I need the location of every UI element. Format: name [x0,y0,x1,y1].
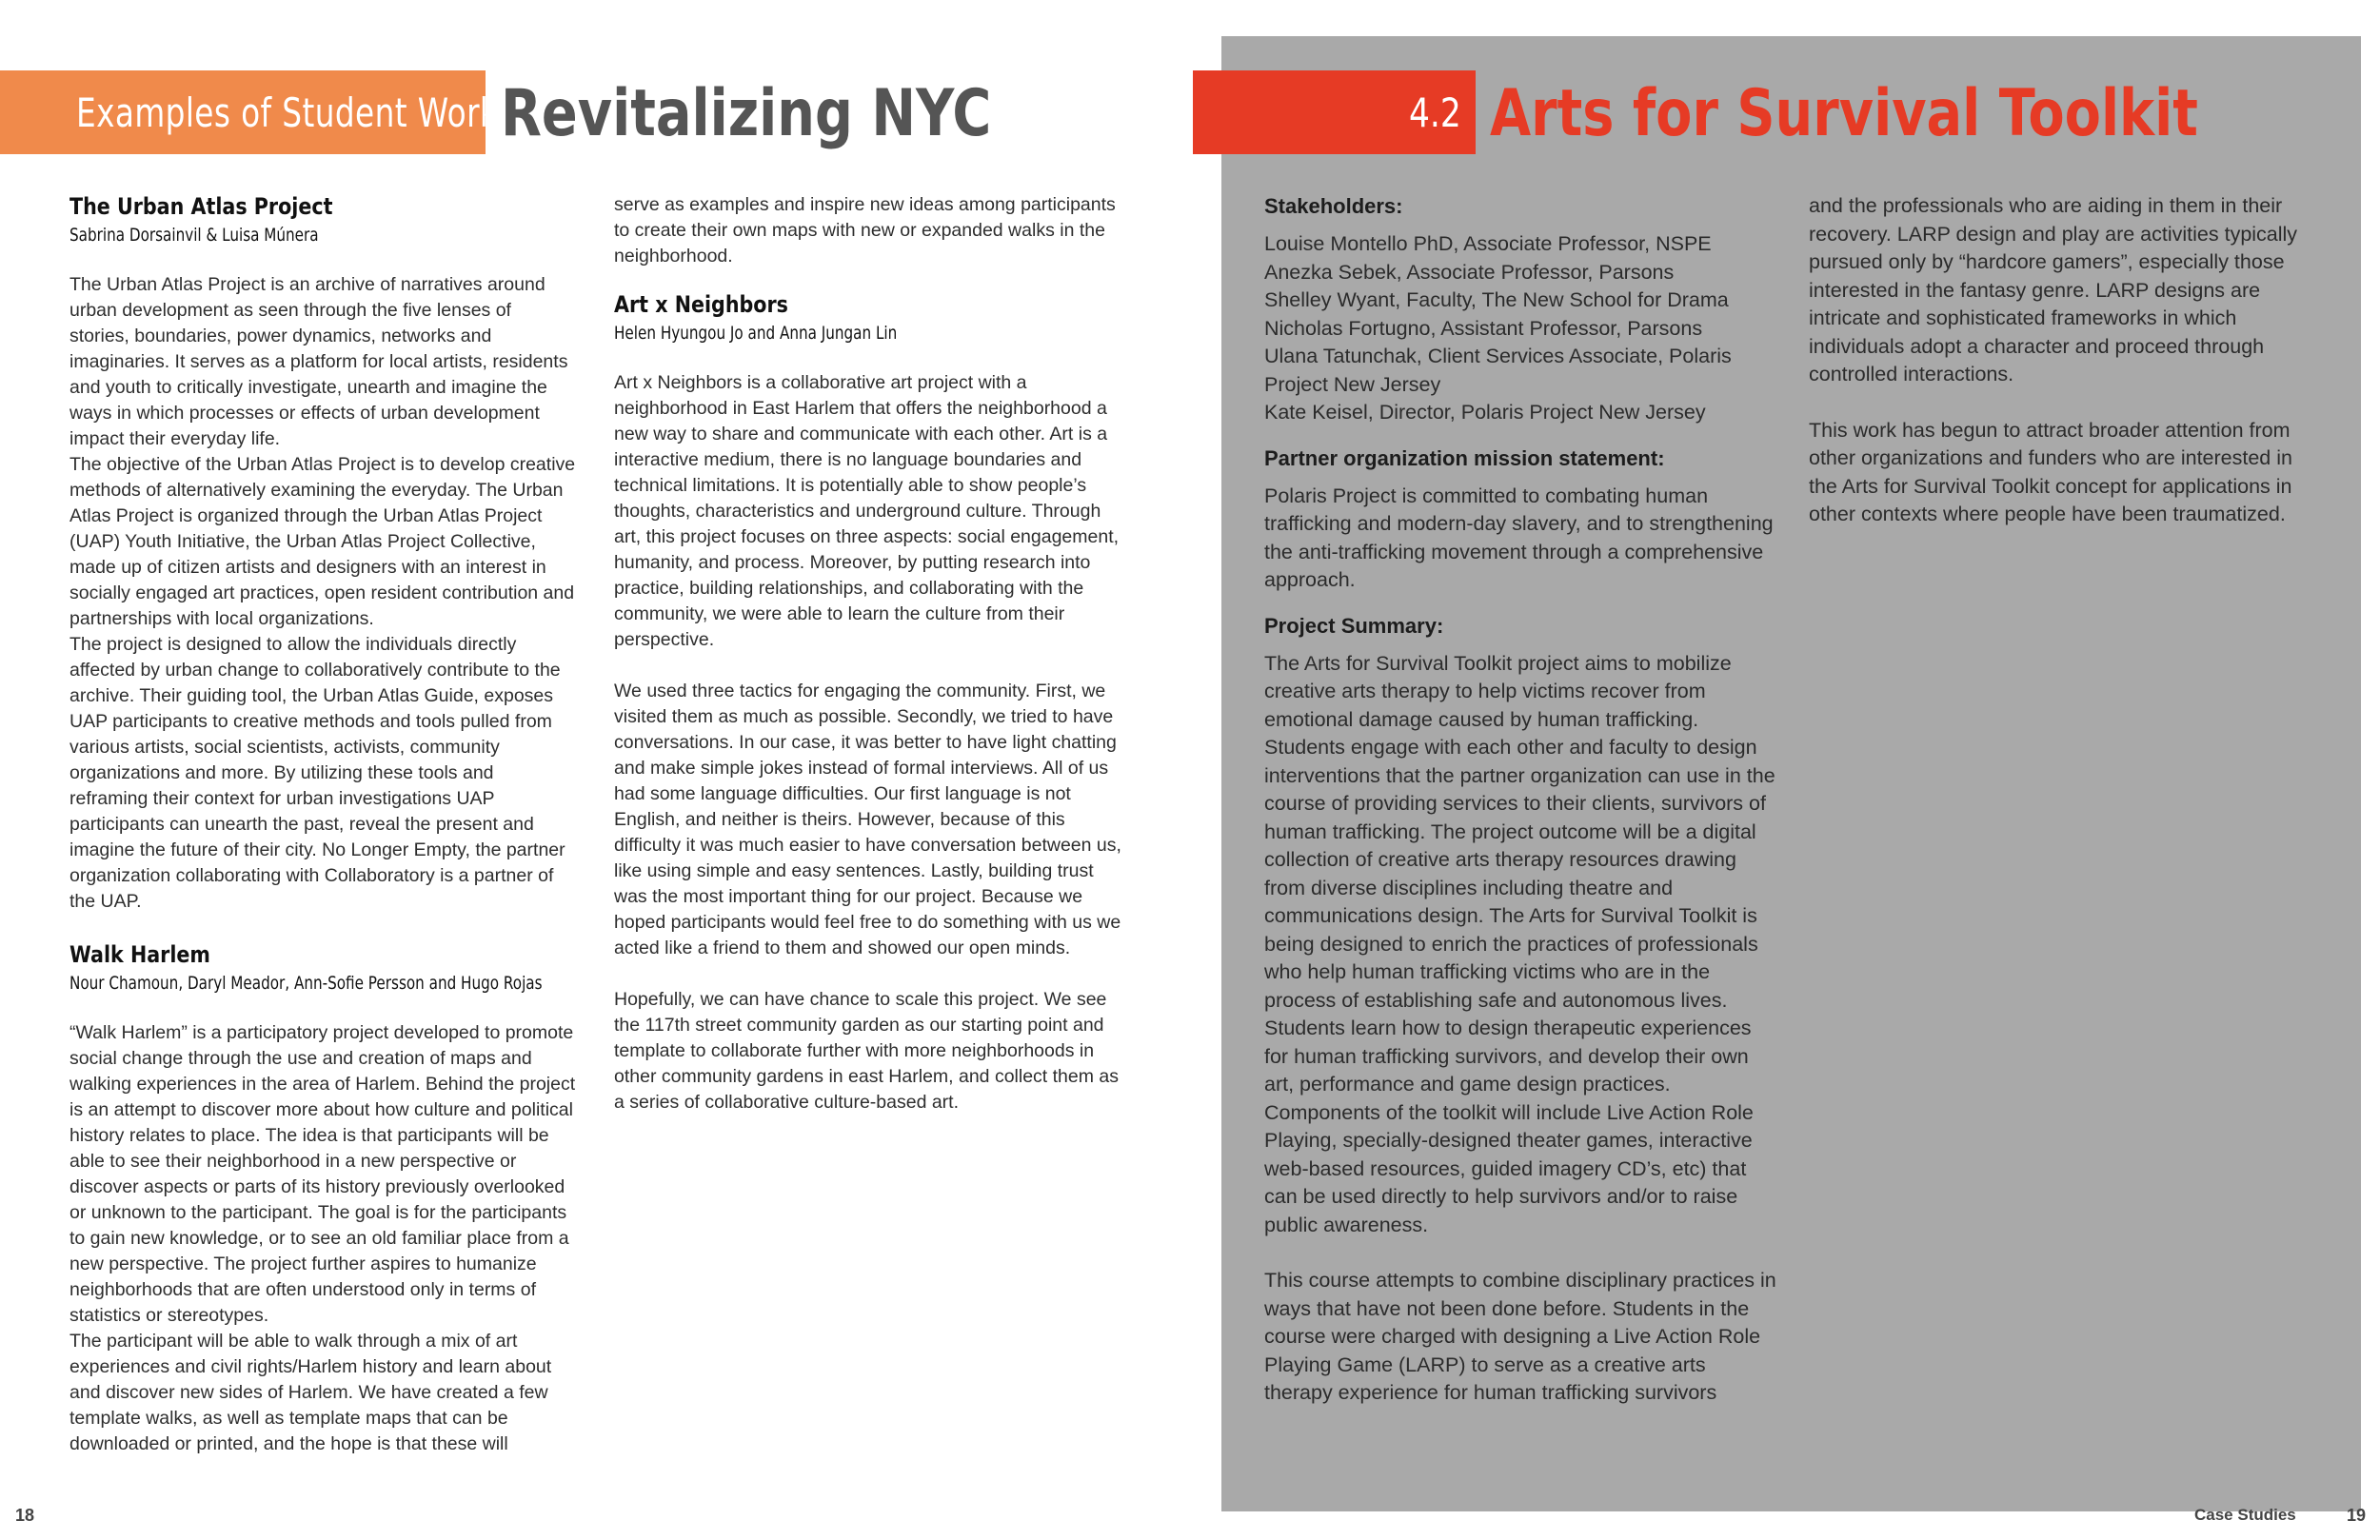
footer-section-label: Case Studies [2194,1506,2296,1524]
left-page-number: 18 [15,1506,35,1525]
right-page-title: Arts for Survival Toolkit [1490,76,2198,151]
walk-harlem-authors: Nour Chamoun, Daryl Meador, Ann-Sofie Persson and Hugo Rojas [69,973,543,994]
stakeholder-item: Kate Keisel, Director, Polaris Project New Jersey [1264,401,1706,424]
continuation-paragraph: and the professionals who are aiding in them in their recovery. LARP design and play are activities typically pursued only by “hardcore gamers”, especially those interested in the fantasy genre. LARP designs are intricate and sophisticated frameworks in which individuals adopt a character and proceed through controlled interactions. [1809,194,2298,385]
summary-paragraph: The Arts for Survival Toolkit project aims to mobilize creative arts therapy to help victims recover from emotional damage caused by human trafficking. Students engage with each other and faculty to design interventions that the partner organization can use in the course of providing services to their clients, survivors of human trafficking. The project outcome will be a digital collection of creative arts therapy resources drawing from diverse disciplines including theatre and communications design. The Arts for Survival Toolkit is being designed to enrich the practices of professionals who help human trafficking victims who are in the process of establishing safe and autonomous lives. Students learn how to design therapeutic experiences for human trafficking survivors, and develop their own art, performance and game design practices. Components of the toolkit will include Live Action Role Playing, specially-designed theater games, interactive web-based resources, guided imagery CD’s, etc) that can be used directly to help survivors and/or to raise public awareness. [1264,651,1775,1236]
walk-harlem-heading: Walk Harlem [69,941,210,968]
walk-harlem-paragraph: “Walk Harlem” is a participatory project developed to promote social change through the use and creation of maps and walking experiences in the area of Harlem. Behind the project is an attempt to discover more about how culture and political history relates to place. The idea is that participants will be able to see their neighborhood in a new perspective or discover aspects or parts of its history previously overlooked or unknown to the participant. The goal is for the participants to gain new knowledge, or to see an old familiar place from a new perspective. The project further aspires to humanize neighborhoods that are often understood only in terms of statistics or stereotypes. [69,1022,576,1326]
mission-text: Polaris Project is committed to combating human trafficking and modern-day slavery, and to strengthening the anti-trafficking movement through a comprehensive approach. [1264,484,1774,591]
art-neighbors-heading: Art x Neighbors [614,291,788,318]
continuation-paragraph: This work has begun to attract broader attention from other organizations and funders who are interested in the Arts for Survival Toolkit concept for applications in other contexts where people have been traumatized. [1809,418,2292,525]
urban-atlas-authors: Sabrina Dorsainvil & Luisa Múnera [69,225,319,246]
left-page-title: Revitalizing NYC [501,76,992,151]
urban-atlas-paragraph: The objective of the Urban Atlas Project is to develop creative methods of alternatively examining the everyday. The Urban Atlas Project is organized through the Urban Atlas Project (UAP) Youth Initiative, the Urban Atlas Project Collective, made up of citizen artists and designers with an interest in socially engaged art practices, open resident contribution and partnerships with local organizations. [69,454,576,629]
stakeholder-item: Louise Montello PhD, Associate Professor, NSPE [1264,232,1712,255]
left-column-1 [69,192,576,1457]
right-column-2 [1809,192,2323,557]
walk-harlem-paragraph: The participant will be able to walk through a mix of art experiences and civil rights/Harlem history and learn about and discover new sides of Harlem. We have created a few template walks, as well as template maps that can be downloaded or printed, and the hope is that these will [69,1331,552,1454]
right-page-number: 19 [2347,1506,2367,1525]
left-banner-label: Examples of Student Work: [76,89,509,136]
section-number: 4.2 [1409,89,1461,136]
left-column-2 [614,192,1128,1141]
urban-atlas-paragraph: The project is designed to allow the individuals directly affected by urban change to collaboratively contribute to the archive. Their guiding tool, the Urban Atlas Guide, exposes UAP participants to creative methods and tools pulled from various artists, social scientists, activists, community organizations and more. By utilizing these tools and reframing their context for urban investigations UAP participants can unearth the past, reveal the present and imagine the future of their city. No Longer Empty, the partner organization collaborating with Collaboratory is a partner of the UAP. [69,634,565,912]
art-neighbors-authors: Helen Hyungou Jo and Anna Jungan Lin [614,323,898,344]
art-neighbors-paragraph: We used three tactics for engaging the community. First, we visited them as much as possible. Secondly, we tried to have conversations. In our case, it was better to have light chatting and make simple jokes instead of formal interviews. All of us had some language difficulties. Our first language is not English, and neither is theirs. However, because of this difficulty it was much easier to have conversation between us, like using simple and easy sentences. Lastly, building trust was the most important thing for our project. Because we hoped participants would feel free to do something with us we acted like a friend to them and showed our open minds. [614,681,1121,958]
stakeholders-heading: Stakeholders: [1264,194,1403,218]
summary-paragraph: This course attempts to combine disciplinary practices in ways that have not been done before. Students in the course were charged with designing a Live Action Role Playing Game (LARP) to serve as a creative arts therapy experience for human trafficking survivors [1264,1269,1776,1404]
stakeholder-item: Anezka Sebek, Associate Professor, Parsons [1264,260,1675,284]
urban-atlas-paragraph: The Urban Atlas Project is an archive of narratives around urban development as seen through the five lenses of stories, boundaries, power dynamics, networks and imaginaries. It serves as a platform for local artists, residents and youth to critically investigate, unearth and imagine the ways in which processes or effects of urban development impact their everyday life. [69,274,568,449]
stakeholder-item: Shelley Wyant, Faculty, The New School for Drama [1264,288,1729,311]
stakeholders-list [1264,230,1778,427]
art-neighbors-paragraph: Hopefully, we can have chance to scale this project. We see the 117th street community garden as our starting point and template to collaborate further with more neighborhoods in other community gardens in east Harlem, and collect them as a series of collaborative culture-based art. [614,989,1119,1113]
summary-heading: Project Summary: [1264,613,1444,638]
stakeholder-item: Nicholas Fortugno, Assistant Professor, Parsons [1264,316,1703,340]
right-column-1 [1264,192,1778,1435]
walk-harlem-continuation: serve as examples and inspire new ideas among participants to create their own maps with new or expanded walks in the neighborhood. [614,194,1116,267]
stakeholder-item: Ulana Tatunchak, Client Services Associate, Polaris Project New Jersey [1264,345,1732,396]
art-neighbors-paragraph: Art x Neighbors is a collaborative art project with a neighborhood in East Harlem that offers the neighborhood a new way to share and communicate with each other. Art is a interactive medium, there is no language boundaries and technical limitations. It is potentially able to show people’s thoughts, characteristics and underground culture. Through art, this project focuses on three aspects: social engagement, humanity, and process. Moreover, by putting research into practice, building relationships, and collaborating with the community, we were able to learn the culture from their perspective. [614,372,1120,650]
mission-heading: Partner organization mission statement: [1264,445,1665,470]
urban-atlas-heading: The Urban Atlas Project [69,193,333,220]
